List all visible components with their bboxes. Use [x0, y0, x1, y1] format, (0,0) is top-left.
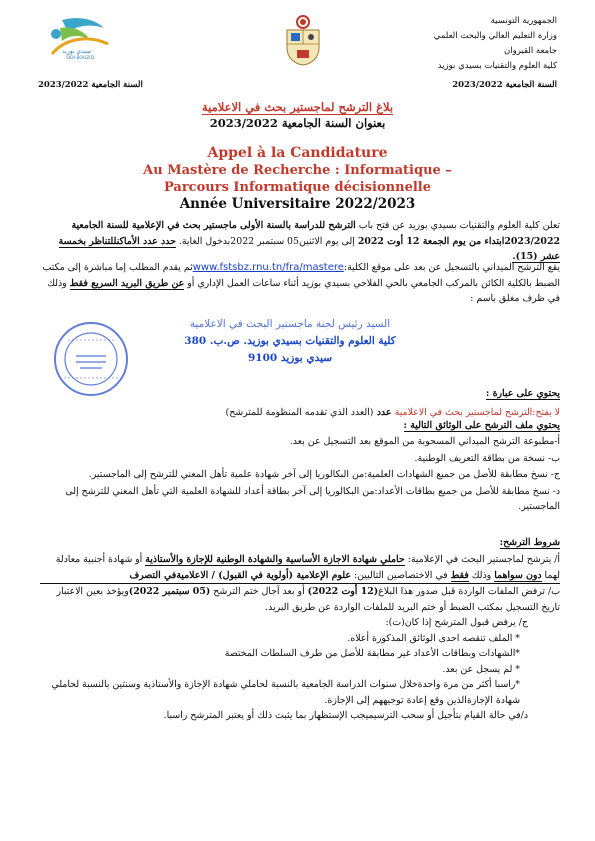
recipient-name: السيد رئيس لجنة ماجستير البحث في الاعلامية	[189, 318, 391, 330]
list-item: *راسبا أكثر من مرة واحدةخلال سنوات الدراسة الجامعية بالنسبة لحاملي شهادة الإجازة والأستاذية وسنتين بالنسبة لحاملي شهادة الإجازةالذين وقع إعادة توجيههم إلى الإجازة.	[51, 679, 520, 706]
p2-text: يقع الترشح الميداني بالتسجيل عن بعد على موقع الكلية:	[343, 262, 560, 273]
list-item: *الشهادات وبطاقات الأعداد غير مطابقة للأصل من طرف السلطات المختصة	[224, 648, 520, 659]
list-item: ب- نسخة من بطاقة التعريف الوطنية.	[414, 452, 560, 464]
documents-list	[40, 434, 560, 516]
header-line: وزارة التعليم العالي والبحث العلمي	[433, 31, 557, 41]
notice-subtitle: بعنوان السنة الجامعية 2023/2022	[209, 116, 386, 130]
university-year-left: السنة الجامعية 2023/2022	[38, 80, 143, 90]
cond-b-text2: أو بعد آجال ختم الترشح	[210, 586, 308, 597]
cond-b-text3: ويؤخذ بعين الاعتبار تاريخ التسجيل بمكتب الضبط أو ختم البريد للملفات الواردة عن طريق البريد.	[56, 586, 560, 613]
header-line: جامعة القيروان	[504, 46, 557, 56]
recipient-faculty: كلية العلوم والتقنيات بسيدي بوزيد. ص.ب. 380	[184, 335, 396, 347]
list-item: د- نسخ مطابقة للأصل من جميع بطاقات الأعداد:من البكالوريا إلى آخر بطاقة أعداد للشهادة العلمية التي تأهل المعني للترشح إلى الماجستير.	[65, 485, 560, 512]
french-title-block	[110, 145, 485, 213]
cond-a-degrees: حاملي شهادة الاجازة الأساسية والشهادة الوطنية للإجازة والأستاذية	[145, 554, 405, 565]
p1-bold: الترشح للدراسة بالسنة الأولى ماجستير بحث في الإعلامية للسنة الجامعية 2023/2022	[71, 220, 560, 247]
condition-d: د/في حالة القيام بتأجيل أو سحب الترسيميجب الإستظهار بما يثبت ذلك أو يعتبر المترشح راسبا.	[163, 710, 528, 721]
p1-text2: بدخول الغاية.	[175, 235, 231, 247]
french-year: Année Universitaire 2022/2023	[179, 196, 416, 212]
french-program: Au Mastère de Recherche : Informatique – Parcours Informatique décisionnelle	[143, 163, 452, 195]
cond-a-text4: في الاختصاصين التاليين:	[350, 569, 451, 581]
logo-caption: SIDI BOUZID	[66, 56, 95, 61]
cond-b-date1: (12 أوت 2022)	[307, 586, 379, 597]
list-item: * لم يسجل عن بعد.	[442, 663, 520, 675]
faculty-logo	[22, 14, 117, 72]
logo-caption-ar: سيدي بوزيد	[62, 48, 92, 55]
announcement-paragraph	[38, 218, 560, 265]
recipient-city: سيدي بوزيد 9100	[247, 352, 333, 364]
list-item: ج- نسخ مطابقة للأصل من جميع الشهادات العلمية:من البكالوريا إلى آخر شهادة علمية تأهل المعني للترشح إلى الماجستير.	[88, 469, 560, 480]
condition-a	[40, 552, 560, 583]
application-paragraph	[38, 260, 560, 307]
contains-prefix: لا يفتح:	[532, 407, 560, 418]
cond-a-text2: أو شهادة أجنبية معادلة لهما	[55, 554, 560, 581]
notice-title	[0, 100, 595, 114]
condition-c-title: ج/ يرفض قبول المترشح إذا كان(ت):	[385, 617, 528, 628]
p2-text2: ثم يقدم المطلب إما مباشرة إلى مكتب الضبط بالكلية الكائن بالمركب الجامعي بالحي الفلاحي بسيدي بوزيد أثناء ساعات العمل الإداري أو	[42, 262, 560, 289]
p2-text3: وذلك في ظرف مغلق باسم :	[47, 277, 560, 304]
cond-a-only2: فقط	[450, 569, 469, 581]
notice-title-text: بلاغ الترشح لماجستير بحث في الاعلامية	[201, 100, 394, 114]
cond-a-specialties: علوم الإعلامية (أولوية في القبول) / الاعلاميةفي التصرف	[129, 569, 351, 581]
conditions-title	[500, 537, 560, 548]
institution-header	[357, 14, 557, 74]
condition-b	[40, 584, 560, 615]
conditions-list	[40, 552, 560, 724]
contains-title-text: يحتوي على عبارة :	[485, 388, 560, 399]
cond-a-text3: وذلك	[468, 569, 495, 581]
envelope-mention	[40, 405, 560, 421]
cond-a-only: دون سواهما	[494, 569, 542, 581]
p1-start-date: ابتداء من يوم الجمعة 12 أوت 2022	[357, 235, 505, 247]
cond-b-text: ب/ ترفض الملفات الواردة قبل صدور هذا البلاغ	[378, 586, 560, 597]
p1-text: تعلن كلية العلوم والتقنيات بسيدي بوزيد عن فتح باب	[355, 220, 560, 231]
documents-title-text: يحتوي ملف الترشح على الوثائق التالية :	[403, 420, 560, 431]
header-line: الجمهورية التونسية	[490, 16, 557, 26]
recipient-address	[140, 316, 440, 367]
contains-number-label: عدد	[373, 407, 395, 418]
list-item: * الملف تنقصه احدى الوثائق المذكورة أعلاه.	[347, 632, 520, 644]
university-year-right: السنة الجامعية 2023/2022	[452, 80, 557, 90]
tunisia-coat-of-arms-icon	[283, 14, 323, 66]
cond-a-text: أ/ يترشح لماجستير البحث في الإعلامية:	[404, 554, 560, 565]
conditions-title-text: شروط الترشح:	[499, 537, 560, 548]
p1-end-date: إلى يوم الاثنين05 سبتمبر 2022	[230, 235, 358, 247]
contains-title	[486, 388, 560, 399]
french-title: Appel à la Candidature	[207, 145, 388, 161]
faculty-website-link[interactable]: www.fstsbz.rnu.tn/fra/mastere	[192, 262, 344, 273]
header-line: كلية العلوم والتقنيات بسيدي بوزيد	[437, 61, 557, 71]
cond-b-date2: (05 سبتمبر 2022)	[128, 586, 211, 597]
list-item: أ-مطبوعة الترشح الميداني المسحوبة من الموقع بعد التسجيل عن بعد.	[289, 436, 560, 447]
p2-express-mail: عن طريق البريد السريع فقط	[69, 277, 185, 289]
contains-red: الترشح لماجستير بحث في الاعلامية	[394, 407, 533, 418]
official-stamp	[52, 320, 130, 398]
documents-title	[404, 420, 560, 431]
p1-places: حدد عدد الأماكنللتناظر بخمسة عشر (15).	[58, 235, 560, 262]
contains-suffix: (العدد الذي تقدمه المنظومة للمترشح)	[225, 407, 374, 418]
